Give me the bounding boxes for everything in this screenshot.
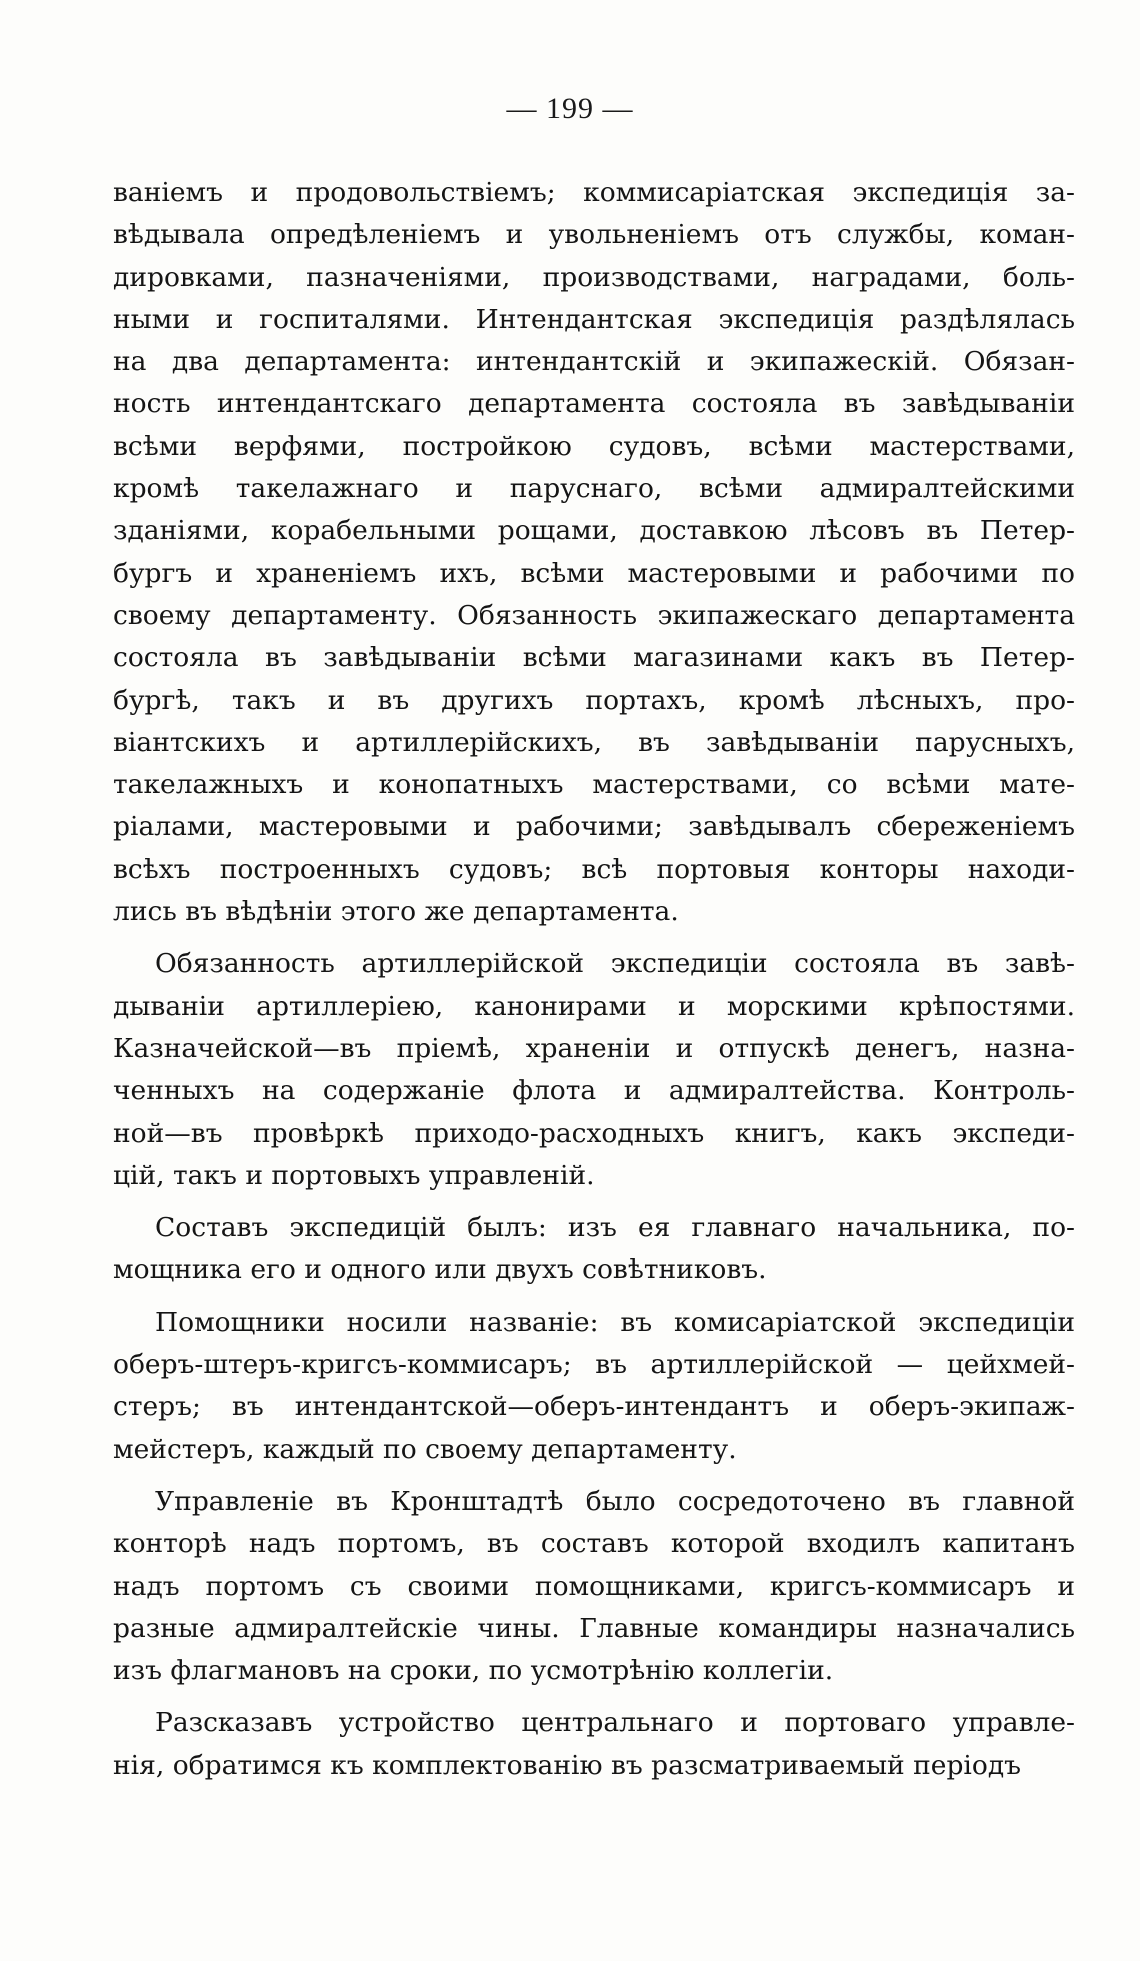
text-line: ной—въ провѣркѣ приходо-расходныхъ книгъ, какъ экспеди- [113, 1117, 1075, 1149]
paragraph [113, 1702, 1075, 1787]
text-line: Обязанность артиллерійской экспедиціи состояла въ завѣ- [155, 948, 1075, 980]
text-line: Помощники носили названіе: въ комисаріатской экспедиціи [155, 1306, 1075, 1338]
text-line: лись въ вѣдѣніи этого же департамента. [113, 896, 679, 928]
text-line: ваніемъ и продовольствіемъ; коммисаріатская экспедиція за- [113, 177, 1075, 208]
text-line: бургѣ, такъ и въ другихъ портахъ, кромѣ лѣсныхъ, про- [113, 684, 1075, 716]
page-number: — 199 — [506, 92, 634, 125]
text-line: оберъ-штеръ-кригсъ-коммисаръ; въ артиллерійской — цейхмей- [113, 1349, 1075, 1381]
text-line: Управленіе въ Кронштадтѣ было сосредоточено въ главной [155, 1485, 1075, 1517]
text-line: віантскихъ и артиллерійскихъ, въ завѣдываніи парусныхъ, [113, 726, 1075, 758]
paragraph [113, 172, 1075, 933]
text-line: зданіями, корабельными рощами, доставкою лѣсовъ въ Петер- [113, 515, 1075, 547]
text-line: ріалами, мастеровыми и рабочими; завѣдывалъ сбереженіемъ [113, 811, 1075, 843]
text-line: на два департамента: интендантскій и экипажескій. Обязан- [113, 346, 1075, 378]
text-line: цій, такъ и портовыхъ управленій. [113, 1159, 595, 1191]
text-line: конторѣ надъ портомъ, въ составъ которой входилъ капитанъ [113, 1528, 1075, 1560]
text-line: дировками, пазначеніями, производствами, наградами, боль- [113, 261, 1075, 293]
body-text [113, 172, 1075, 1797]
paragraph [113, 1207, 1075, 1292]
text-line: состояла въ завѣдываніи всѣми магазинами какъ въ Петер- [113, 642, 1075, 674]
text-line: бургъ и храненіемъ ихъ, всѣми мастеровыми и рабочими по [113, 557, 1075, 589]
text-line: изъ флагмановъ на сроки, по усмотрѣнію коллегіи. [113, 1655, 834, 1687]
text-line: всѣхъ построенныхъ судовъ; всѣ портовыя конторы находи- [113, 853, 1075, 885]
text-line: ченныхъ на содержаніе флота и адмиралтейства. Контроль- [113, 1075, 1075, 1107]
text-line: мейстеръ, каждый по своему департаменту. [113, 1433, 737, 1465]
text-line: мощника его и одного или двухъ совѣтниковъ. [113, 1254, 767, 1286]
paragraph [113, 1481, 1075, 1692]
text-line: надъ портомъ съ своими помощниками, кригсъ-коммисаръ и [113, 1570, 1075, 1602]
text-line: кромѣ такелажнаго и паруснаго, всѣми адмиралтейскими [113, 473, 1075, 505]
text-line: вѣдывала опредѣленіемъ и увольненіемъ отъ службы, коман- [113, 219, 1075, 251]
text-line: дываніи артиллеріею, канонирами и морскими крѣпостями. [113, 990, 1075, 1022]
text-line: нія, обратимся къ комплектованію въ разсматриваемый періодъ [113, 1749, 1022, 1781]
text-line: разные адмиралтейскіе чины. Главные командиры назначались [113, 1612, 1075, 1644]
paragraph [113, 943, 1075, 1197]
text-line: своему департаменту. Обязанность экипажескаго департамента [113, 599, 1075, 631]
paragraph [113, 1302, 1075, 1471]
text-line: такелажныхъ и конопатныхъ мастерствами, со всѣми мате- [113, 769, 1075, 801]
text-line: всѣми верфями, постройкою судовъ, всѣми мастерствами, [113, 430, 1075, 462]
text-line: Казначейской—въ пріемѣ, храненіи и отпускѣ денегъ, назна- [113, 1032, 1075, 1064]
text-line: Составъ экспедицій былъ: изъ ея главнаго начальника, по- [155, 1212, 1075, 1244]
text-line: ность интендантскаго департамента состояла въ завѣдываніи [113, 388, 1075, 420]
text-line: стеръ; въ интендантской—оберъ-интендантъ и оберъ-экипаж- [113, 1391, 1075, 1423]
text-line: ными и госпиталями. Интендантская экспедиція раздѣлялась [113, 303, 1075, 335]
text-line: Разсказавъ устройство центральнаго и портоваго управле- [155, 1707, 1075, 1739]
